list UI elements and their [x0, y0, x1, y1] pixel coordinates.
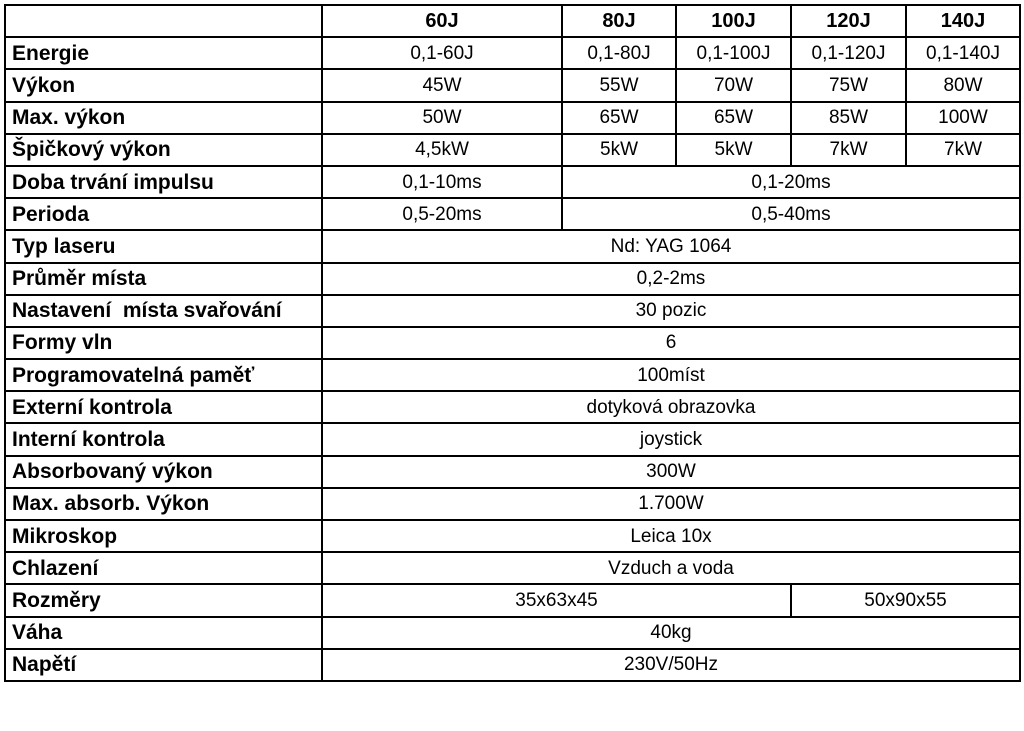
table-cell: Nd: YAG 1064 — [322, 230, 1020, 262]
row-label: Max. výkon — [5, 102, 322, 134]
table-cell: 0,1-60J — [322, 37, 562, 69]
table-cell: 65W — [562, 102, 676, 134]
table-row — [5, 649, 1020, 681]
table-cell: 5kW — [676, 134, 791, 166]
table-row — [5, 327, 1020, 359]
table-cell: 75W — [791, 69, 906, 101]
row-label: Doba trvání impulsu — [5, 166, 322, 198]
table-cell: 50x90x55 — [791, 584, 1020, 616]
row-label: Váha — [5, 617, 322, 649]
table-cell: dotyková obrazovka — [322, 391, 1020, 423]
table-cell: joystick — [322, 423, 1020, 455]
table-row — [5, 488, 1020, 520]
table-cell: 4,5kW — [322, 134, 562, 166]
row-label: Nastavení místa svařování — [5, 295, 322, 327]
table-cell: 230V/50Hz — [322, 649, 1020, 681]
table-cell: 0,1-140J — [906, 37, 1020, 69]
row-label: Externí kontrola — [5, 391, 322, 423]
table-cell: 85W — [791, 102, 906, 134]
table-cell: 100W — [906, 102, 1020, 134]
header-model-cell: 100J — [676, 5, 791, 37]
table-row — [5, 584, 1020, 616]
table-row — [5, 263, 1020, 295]
table-cell: 0,1-120J — [791, 37, 906, 69]
header-corner-cell — [5, 5, 322, 37]
table-cell: 0,1-100J — [676, 37, 791, 69]
table-cell: 50W — [322, 102, 562, 134]
row-label: Formy vln — [5, 327, 322, 359]
row-label: Interní kontrola — [5, 423, 322, 455]
table-row — [5, 198, 1020, 230]
row-label: Chlazení — [5, 552, 322, 584]
table-row — [5, 230, 1020, 262]
table-row — [5, 520, 1020, 552]
table-cell: 7kW — [791, 134, 906, 166]
table-cell: Vzduch a voda — [322, 552, 1020, 584]
row-label: Perioda — [5, 198, 322, 230]
table-cell: 30 pozic — [322, 295, 1020, 327]
table-cell: 0,5-40ms — [562, 198, 1020, 230]
table-cell: 6 — [322, 327, 1020, 359]
table-header-row — [5, 5, 1020, 37]
table-row — [5, 134, 1020, 166]
table-row — [5, 617, 1020, 649]
table-row — [5, 391, 1020, 423]
row-label: Špičkový výkon — [5, 134, 322, 166]
header-model-cell: 120J — [791, 5, 906, 37]
table-cell: 0,2-2ms — [322, 263, 1020, 295]
table-row — [5, 69, 1020, 101]
table-cell: 35x63x45 — [322, 584, 791, 616]
table-cell: 0,1-20ms — [562, 166, 1020, 198]
table-cell: 45W — [322, 69, 562, 101]
table-row — [5, 456, 1020, 488]
row-label: Mikroskop — [5, 520, 322, 552]
table-row — [5, 166, 1020, 198]
table-row — [5, 295, 1020, 327]
row-label: Průměr místa — [5, 263, 322, 295]
table-cell: 0,1-10ms — [322, 166, 562, 198]
table-cell: 70W — [676, 69, 791, 101]
table-cell: 0,5-20ms — [322, 198, 562, 230]
row-label: Absorbovaný výkon — [5, 456, 322, 488]
header-model-cell: 80J — [562, 5, 676, 37]
table-cell: 65W — [676, 102, 791, 134]
table-cell: 5kW — [562, 134, 676, 166]
table-row — [5, 359, 1020, 391]
header-model-cell: 140J — [906, 5, 1020, 37]
table-cell: Leica 10x — [322, 520, 1020, 552]
header-model-cell: 60J — [322, 5, 562, 37]
table-cell: 1.700W — [322, 488, 1020, 520]
table-cell: 80W — [906, 69, 1020, 101]
row-label: Energie — [5, 37, 322, 69]
table-row — [5, 37, 1020, 69]
table-row — [5, 423, 1020, 455]
row-label: Rozměry — [5, 584, 322, 616]
table-cell: 40kg — [322, 617, 1020, 649]
table-row — [5, 102, 1020, 134]
row-label: Max. absorb. Výkon — [5, 488, 322, 520]
row-label: Napětí — [5, 649, 322, 681]
table-cell: 100míst — [322, 359, 1020, 391]
row-label: Výkon — [5, 69, 322, 101]
table-cell: 55W — [562, 69, 676, 101]
table-cell: 7kW — [906, 134, 1020, 166]
row-label: Typ laseru — [5, 230, 322, 262]
row-label: Programovatelná paměť — [5, 359, 322, 391]
table-cell: 300W — [322, 456, 1020, 488]
table-row — [5, 552, 1020, 584]
specification-table — [4, 4, 1021, 682]
table-cell: 0,1-80J — [562, 37, 676, 69]
